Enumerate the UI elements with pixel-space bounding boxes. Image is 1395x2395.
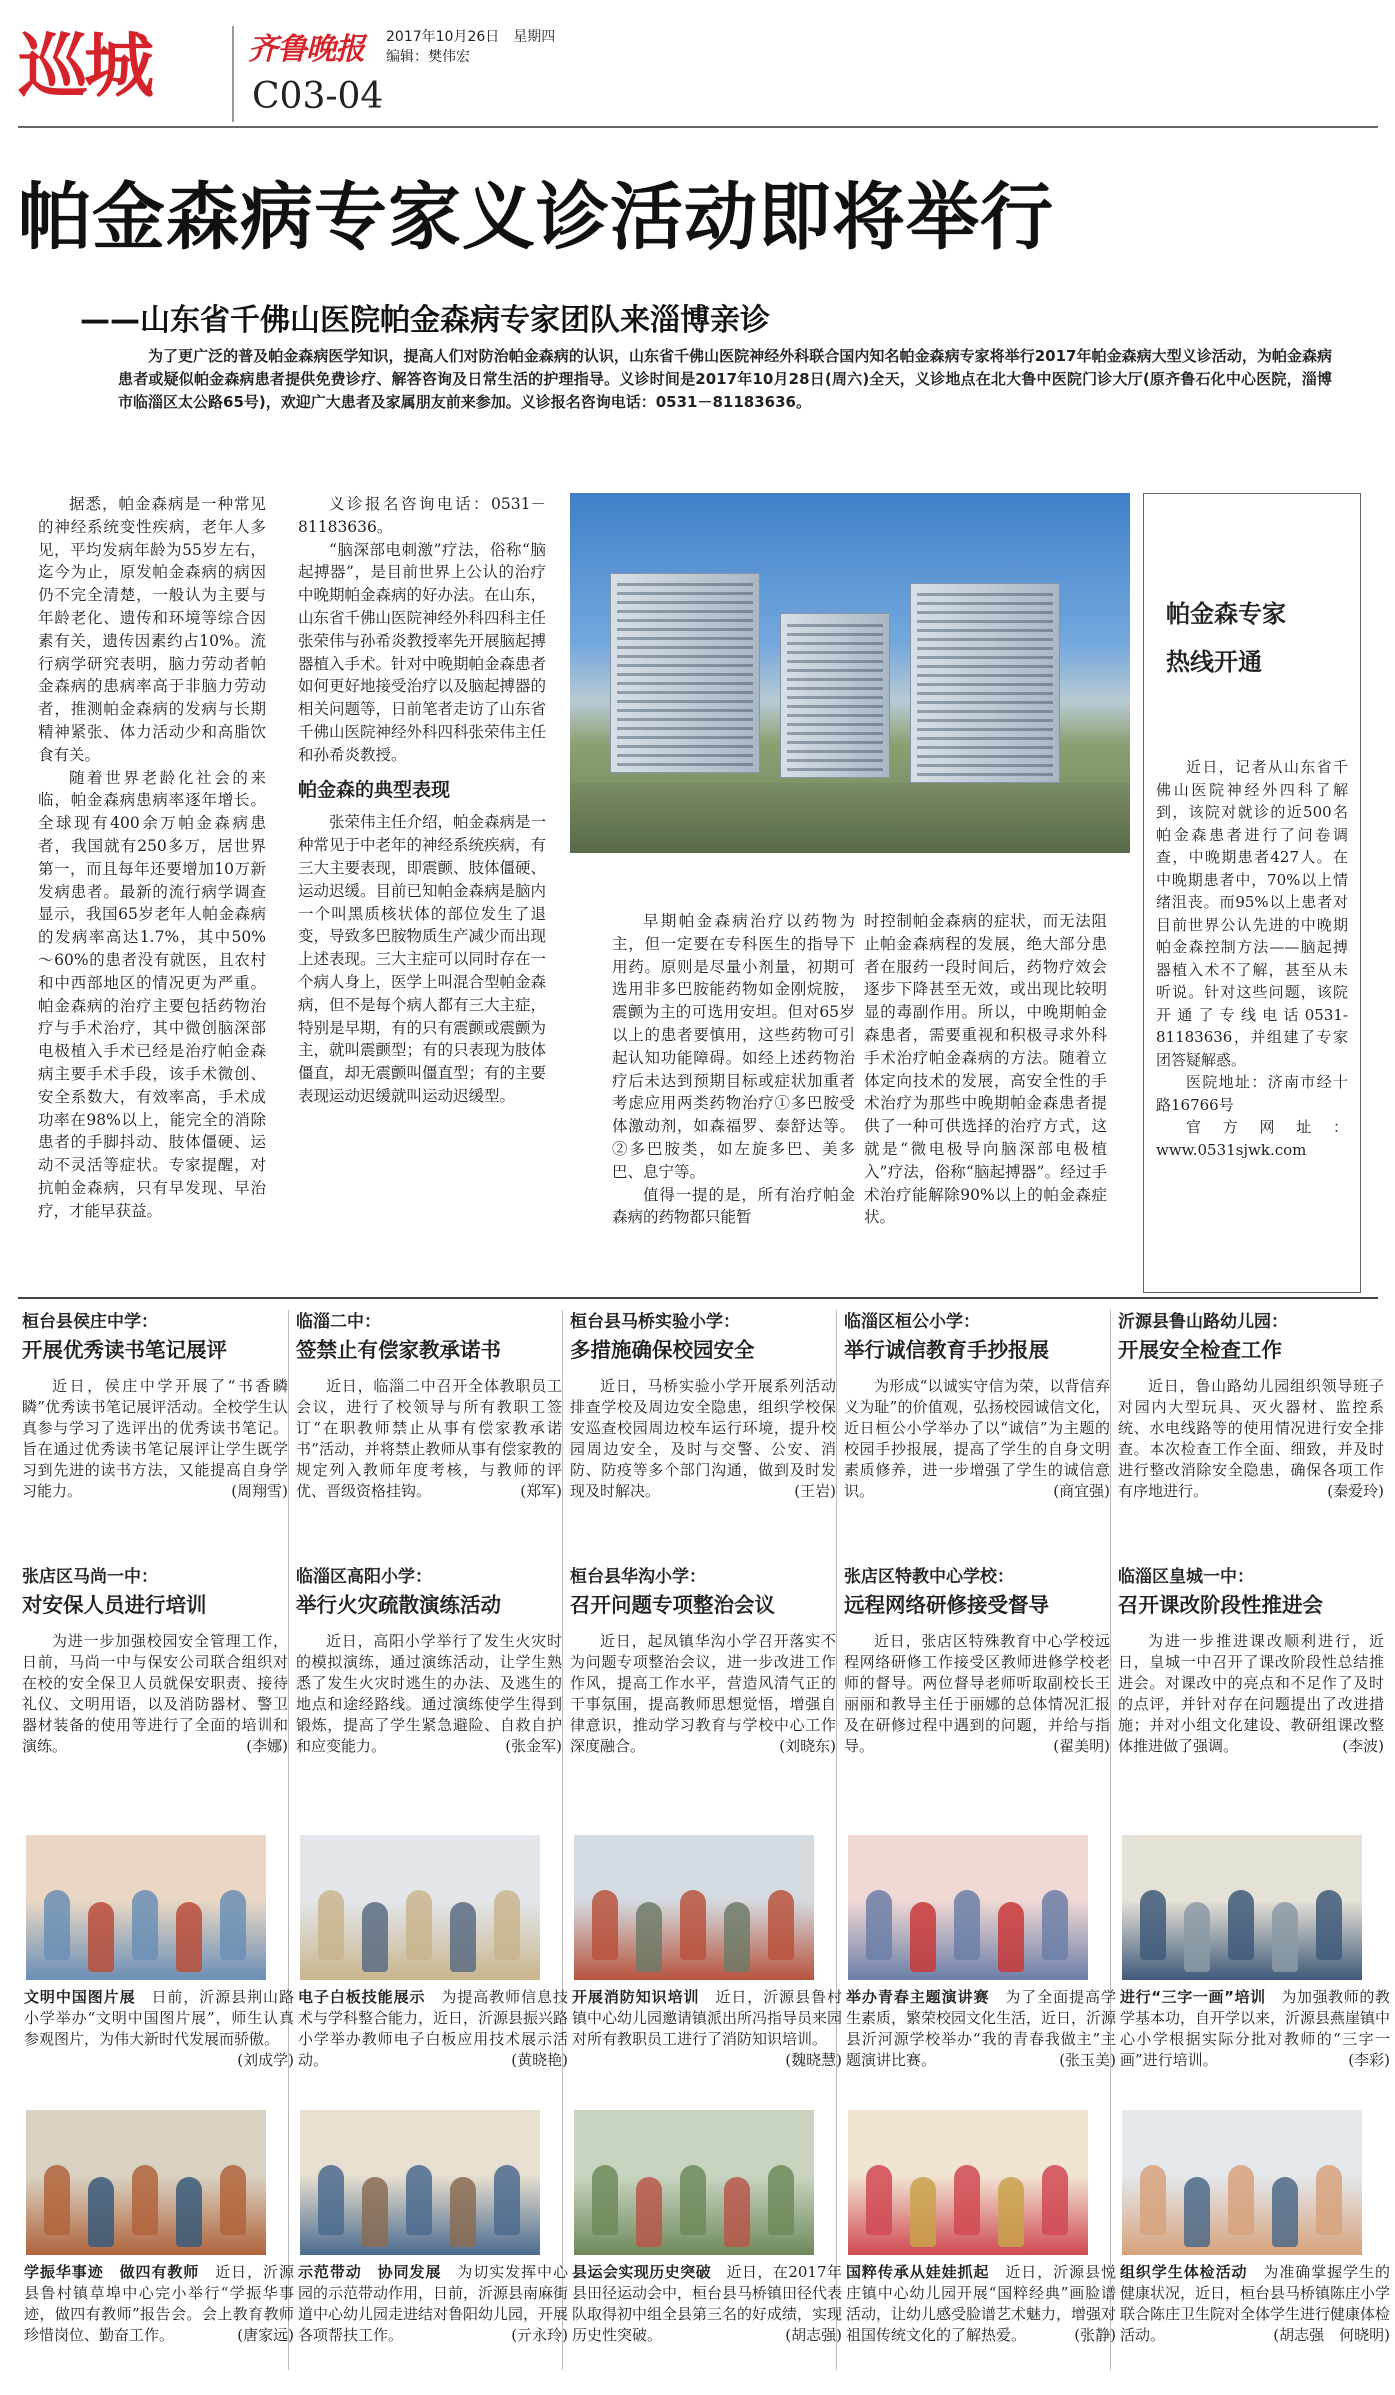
column-divider xyxy=(836,1310,837,2370)
photo-figure xyxy=(176,1902,202,1972)
photo-figure xyxy=(910,1902,936,1972)
news-item xyxy=(570,1565,836,1757)
news-headline: 召开问题专项整治会议 xyxy=(570,1593,775,1617)
photo-figure xyxy=(406,1890,432,1960)
photo-figure xyxy=(1140,2165,1166,2235)
news-author: (秦爱玲) xyxy=(1327,1482,1384,1500)
news-photo xyxy=(848,1835,1088,1980)
photo-figure xyxy=(132,1890,158,1960)
photo-figure xyxy=(998,2177,1024,2247)
news-body xyxy=(570,1631,836,1757)
news-body xyxy=(844,1631,1110,1757)
photo-text: 为了全面提高学生素质，繁荣校园文化生活，近日，沂源县沂河源学校举办“我的青春我做主”主题演讲比赛。 xyxy=(846,1988,1117,2069)
news-headline: 多措施确保校园安全 xyxy=(570,1338,755,1362)
photo-figure xyxy=(1316,1890,1342,1960)
photo-title: 举办青春主题演讲赛 xyxy=(846,1988,990,2006)
photo-figure xyxy=(910,2177,936,2247)
photo-title: 电子白板技能展示 xyxy=(298,1988,426,2006)
news-author: (李娜) xyxy=(246,1737,288,1755)
news-text: 近日，临淄二中召开全体教职员工会议，进行了校领导与所有教职工签订“在职教师禁止从事有偿家教承诺书”活动，并将禁止教师从事有偿家教的规定列入教师年度考核，与教师的评优、晋级资格挂钩。 xyxy=(296,1377,562,1500)
article-column-4 xyxy=(864,910,1107,1229)
photo-figure xyxy=(680,2165,706,2235)
news-body xyxy=(844,1376,1110,1502)
column-divider xyxy=(562,1310,563,2370)
paragraph: 近日，记者从山东省千佛山医院神经外四科了解到，该院对就诊的近500名帕金森患者进行了问卷调查，中晚期患者427人。在中晚期患者中，70%以上情绪沮丧。而95%以上患者对目前世界公认先进的中晚期帕金森控制方法——脑起搏器植入术不了解，甚至从未听说。针对这些问题，该院开通了专线电话0531-81183636，并组建了专家团答疑解惑。 xyxy=(1156,758,1348,1069)
photo-caption xyxy=(846,1987,1116,2071)
photo-caption xyxy=(298,1987,568,2071)
paragraph: 义诊报名咨询电话：0531－81183636。 xyxy=(298,495,546,536)
photo-caption xyxy=(572,2262,842,2346)
news-item xyxy=(570,1310,836,1502)
photo-figure xyxy=(954,1890,980,1960)
photo-text: 为准确掌握学生的健康状况，近日，桓台县马桥镇陈庄小学联合陈庄卫生院对全体学生进行健康体检活动。 xyxy=(1120,2263,1391,2344)
website: 官方网址：www.0531sjwk.com xyxy=(1156,1118,1348,1159)
news-photo xyxy=(848,2110,1088,2255)
building xyxy=(910,583,1060,783)
news-text: 为进一步推进课改顺利进行，近日，皇城一中召开了课改阶段性总结推进会。对课改中的亮点和不足作了及时的点评，并针对存在问题提出了改进措施；并对小组文化建设、教研组课改整体推进做了强调。 xyxy=(1118,1632,1384,1755)
photo-title: 开展消防知识培训 xyxy=(572,1988,700,2006)
news-author: (翟美明) xyxy=(1053,1737,1110,1755)
paragraph: 早期帕金森病治疗以药物为主，但一定要在专科医生的指导下用药。原则是尽量小剂量，初期可选用非多巴胺能药物如金刚烷胺，震颤为主的可选用安坦。但对65岁以上的患者要慎用，这些药物可引起认知功能障碍。如经上述药物治疗后未达到预期目标或症状加重者考虑应用两类药物治疗①多巴胺受体激动剂，如森福罗、泰舒达等。②多巴胺类，如左旋多巴、美多巴、息宁等。 xyxy=(612,912,855,1181)
news-text: 近日，侯庄中学开展了“书香瞵瞵”优秀读书笔记展评活动。全校学生认真参与学习了选评出的优秀读书笔记。旨在通过优秀读书笔记展评让学生既学习到先进的读书方法，又能提高自身学习能力。 xyxy=(22,1377,288,1500)
header-divider xyxy=(232,26,234,122)
news-text: 近日，马桥实验小学开展系列活动排查学校及周边安全隐患，组织学校保安巡查校园周边校车运行环境，提升校园周边安全，及时与交警、公安、消防、防疫等多个部门沟通，做到及时发现及时解决。 xyxy=(570,1377,836,1500)
news-body xyxy=(296,1631,562,1757)
photo-figure xyxy=(176,2177,202,2247)
photo-figure xyxy=(1042,1890,1068,1960)
header-rule xyxy=(18,126,1378,128)
news-author: (李波) xyxy=(1342,1737,1384,1755)
paragraph: 值得一提的是，所有治疗帕金森病的药物都只能暂 xyxy=(612,1185,855,1227)
school-name: 张店区特教中心学校： xyxy=(844,1567,1014,1587)
paragraph: 随着世界老龄化社会的来临，帕金森病患病率逐年增长。全球现有400余万帕金森病患者，我国就有250多万，居世界第一，而且每年还要增加10万新发病患者。最新的流行病学调查显示，我国65岁老年人帕金森病的发病率高达1.7%，其中50%～60%的患者没有就医，且农村和中西部地区的情况更为严重。帕金森病的治疗主要包括药物治疗与手术治疗，其中微创脑深部电极植入手术已经是治疗帕金森病主要手术手段，该手术微创、安全系数大，有效率高，手术成功率在98%以上，能完全的消除患者的手脚抖动、肢体僵硬、运动不灵活等症状。专家提醒，对抗帕金森病，只有早发现、早治疗，才能早获益。 xyxy=(38,768,266,1220)
school-name: 桓台县华沟小学： xyxy=(570,1567,706,1587)
news-photo xyxy=(300,2110,540,2255)
news-headline: 对安保人员进行培训 xyxy=(22,1593,207,1617)
photo-title: 示范带动 协同发展 xyxy=(298,2263,442,2281)
photo-author: (黄晓艳) xyxy=(511,2051,568,2069)
photo-author: (胡志强 何晓明) xyxy=(1273,2326,1390,2344)
article-column-2 xyxy=(298,493,546,1108)
news-text: 近日，鲁山路幼儿园组织领导班子对园内大型玩具、灭火器材、监控系统、水电线路等的使用情况进行安全排查。本次检查工作全面、细致，并及时进行整改消除安全隐患，确保各项工作有序地进行。 xyxy=(1118,1377,1384,1500)
news-author: (王岩) xyxy=(794,1482,836,1500)
hotline-box xyxy=(1143,493,1361,1293)
photo-text: 为切实发挥中心园的示范带动作用，日前，沂源县南麻街道中心幼儿园走进结对鲁阳幼儿园，开展各项帮扶工作。 xyxy=(298,2263,569,2344)
photo-figure xyxy=(724,1902,750,1972)
photo-figure xyxy=(1184,1902,1210,1972)
photo-figure xyxy=(1228,2165,1254,2235)
news-headline: 开展安全检查工作 xyxy=(1118,1338,1282,1362)
photo-figure xyxy=(636,1902,662,1972)
news-author: (商宜强) xyxy=(1053,1482,1110,1500)
news-photo xyxy=(574,2110,814,2255)
photo-figure xyxy=(220,1890,246,1960)
hospital-address: 医院地址：济南市经十路16766号 xyxy=(1156,1073,1348,1114)
photo-figure xyxy=(494,1890,520,1960)
news-headline: 开展优秀读书笔记展评 xyxy=(22,1338,227,1362)
news-text: 近日，高阳小学举行了发生火灾时的模拟演练，通过演练活动，让学生熟悉了发生火灾时逃生的办法、及逃生的地点和途经路线。通过演练使学生得到锻炼，提高了学生紧急避险、自救自护和应变能力。 xyxy=(296,1632,562,1755)
photo-text: 日前，沂源县荆山路小学举办“文明中国图片展”，师生认真参观图片，为伟大新时代发展而骄傲。 xyxy=(24,1988,294,2048)
hotline-title-line: 帕金森专家 xyxy=(1166,600,1286,628)
news-text: 为进一步加强校园安全管理工作，日前，马尚一中与保安公司联合组织对在校的安全保卫人员就保安职责、接待礼仪、文明用语，以及消防器材、警卫器材装备的使用等进行了全面的培训和演练。 xyxy=(22,1632,288,1755)
photo-figure xyxy=(450,2177,476,2247)
news-item xyxy=(844,1310,1110,1502)
photo-figure xyxy=(768,1890,794,1960)
photo-figure xyxy=(132,2165,158,2235)
photo-title: 文明中国图片展 xyxy=(24,1988,136,2006)
photo-figure xyxy=(1316,2165,1342,2235)
photo-figure xyxy=(768,2165,794,2235)
building xyxy=(780,613,890,778)
news-photo xyxy=(26,1835,266,1980)
page-header xyxy=(18,18,1378,133)
issue-date: 2017年10月26日 星期四 xyxy=(386,29,556,45)
photo-figure xyxy=(318,2165,344,2235)
school-name: 临淄区桓公小学： xyxy=(844,1312,980,1332)
photo-figure xyxy=(1272,2177,1298,2247)
news-photo xyxy=(300,1835,540,1980)
photo-text: 近日，在2017年县田径运动会中，桓台县马桥镇田径代表队取得初中组全县第三名的好成绩，实现历史性突破。 xyxy=(572,2263,843,2344)
photo-title: 县运会实现历史突破 xyxy=(572,2263,712,2281)
news-item xyxy=(844,1565,1110,1757)
column-divider xyxy=(288,1310,289,2370)
photo-figure xyxy=(1184,2177,1210,2247)
photo-figure xyxy=(680,1890,706,1960)
photo-figure xyxy=(1042,2165,1068,2235)
photo-figure xyxy=(1272,1902,1298,1972)
photo-figure xyxy=(636,2177,662,2247)
photo-text: 近日，沂源县鲁村镇草埠中心完小举行“学振华事迹，做四有教师”报告会。会上教育教师珍惜岗位、勤奋工作。 xyxy=(24,2263,294,2344)
section-name: 巡城 xyxy=(18,25,150,107)
photo-author: (李彩) xyxy=(1348,2051,1390,2069)
paragraph: 据悉，帕金森病是一种常见的神经系统变性疾病，老年人多见，平均发病年龄为55岁左右，迄今为止，原发帕金森病的病因仍不完全清楚，一般认为主要与年龄老化、遗传和环境等综合因素有关，遗传因素约占10%。流行病学研究表明，脑力劳动者帕金森病的患病率高于非脑力劳动者，推测帕金森病的发病与长期精神紧张、体力活动少和高脂饮食有关。 xyxy=(38,495,266,764)
photo-author: (唐家远) xyxy=(237,2326,294,2344)
photo-title: 国粹传承从娃娃抓起 xyxy=(846,2263,990,2281)
news-text: 为形成“以诚实守信为荣，以背信弃义为耻”的价值观，弘扬校园诚信文化，近日桓公小学举办了以“诚信”为主题的校园手抄报展，提高了学生的自身文明素质修养，进一步增强了学生的诚信意识。 xyxy=(844,1377,1110,1500)
photo-caption xyxy=(1120,1987,1390,2071)
school-name: 临淄二中： xyxy=(296,1312,381,1332)
photo-figure xyxy=(450,1902,476,1972)
news-body xyxy=(570,1376,836,1502)
news-item xyxy=(1118,1565,1384,1757)
news-author: (周翔雪) xyxy=(231,1482,288,1500)
photo-figure xyxy=(954,2165,980,2235)
paragraph: “脑深部电刺激”疗法，俗称“脑起搏器”，是目前世界上公认的治疗中晚期帕金森病的好办法。在山东，山东省千佛山医院神经外科四科主任张荣伟与孙希炎教授率先开展脑起搏器植入手术。针对中晚期帕金森患者如何更好地接受治疗以及脑起搏器的相关问题等，日前笔者走访了山东省千佛山医院神经外科四科张荣伟主任和孙希炎教授。 xyxy=(298,540,547,764)
news-photo xyxy=(574,1835,814,1980)
photo-figure xyxy=(362,1902,388,1972)
photo-figure xyxy=(998,1902,1024,1972)
photo-title: 学振华事迹 做四有教师 xyxy=(24,2263,200,2281)
column-divider xyxy=(1110,1310,1111,2370)
photo-author: (刘成学) xyxy=(237,2051,294,2069)
news-item xyxy=(296,1565,562,1757)
news-author: (刘晓东) xyxy=(779,1737,836,1755)
photo-figure xyxy=(592,1890,618,1960)
article-subtitle: ——山东省千佛山医院帕金森病专家团队来淄博亲诊 xyxy=(80,303,770,338)
paragraph: 张荣伟主任介绍，帕金森病是一种常见于中老年的神经系统疾病，有三大主要表现，即震颤、肢体僵硬、运动迟缓。目前已知帕金森病是脑内一个叫黑质核状体的部位发生了退变，导致多巴胺物质生产减少而出现上述表现。三大主症可以同时存在一个病人身上，医学上叫混合型帕金森病，但不是每个病人都有三大主症，特别是早期，有的只有震颤或震颤为主，就叫震颤型；有的只表现为肢体僵直，却无震颤叫僵直型；有的主要表现运动迟缓就叫运动迟缓型。 xyxy=(298,813,547,1105)
news-author: (郑军) xyxy=(520,1482,562,1500)
school-name: 临淄区高阳小学： xyxy=(296,1567,432,1587)
hotline-title xyxy=(1166,590,1360,686)
photo-caption xyxy=(24,1987,294,2071)
photo-author: (张玉美) xyxy=(1059,2051,1116,2069)
article-title: 帕金森病专家义诊活动即将举行 xyxy=(18,175,1054,260)
news-headline: 召开课改阶段性推进会 xyxy=(1118,1593,1323,1617)
news-body xyxy=(22,1376,288,1502)
news-headline: 举行诚信教育手抄报展 xyxy=(844,1338,1049,1362)
news-headline: 远程网络研修接受督导 xyxy=(844,1593,1049,1617)
article-column-3 xyxy=(612,910,855,1229)
news-photo xyxy=(26,2110,266,2255)
news-headline: 举行火灾疏散演练活动 xyxy=(296,1593,501,1617)
article-column-1 xyxy=(38,493,266,1223)
photo-author: (张静) xyxy=(1074,2326,1116,2344)
photo-text: 为提高教师信息技术与学科整合能力，近日，沂源县振兴路小学举办教师电子白板应用技术展示活动。 xyxy=(298,1988,569,2069)
news-body xyxy=(1118,1631,1384,1757)
news-item xyxy=(22,1310,288,1502)
school-name: 桓台县马桥实验小学： xyxy=(570,1312,740,1332)
photo-caption xyxy=(24,2262,294,2346)
photo-figure xyxy=(362,2177,388,2247)
photo-figure xyxy=(866,1890,892,1960)
building xyxy=(610,573,760,773)
section-heading: 帕金森的典型表现 xyxy=(298,778,451,801)
editor-name: 编辑：樊伟宏 xyxy=(386,49,470,65)
photo-text: 近日，沂源县悦庄镇中心幼儿园开展“国粹经典”画脸谱活动，让幼儿感受脸谱艺术魅力，增强对祖国传统文化的了解热爱。 xyxy=(846,2263,1117,2344)
photo-caption xyxy=(298,2262,568,2346)
photo-caption xyxy=(572,1987,842,2071)
school-name: 临淄区皇城一中： xyxy=(1118,1567,1254,1587)
hospital-photo xyxy=(570,493,1130,853)
photo-figure xyxy=(88,2177,114,2247)
article-lead: 为了更广泛的普及帕金森病医学知识，提高人们对防治帕金森病的认识，山东省千佛山医院神经外科联合国内知名帕金森病专家将举行2017年帕金森病大型义诊活动，为帕金森病患者或疑似帕金森病患者提供免费诊疗、解答咨询及日常生活的护理指导。义诊时间是2017年10月28日(周六)全天，义诊地点在北大鲁中医院门诊大厅(原齐鲁石化中心医院，淄博市临淄区太公路65号)，欢迎广大患者及家属朋友前来参加。义诊报名咨询电话：0531－81183636。 xyxy=(118,347,1332,411)
newspaper-logo: 齐鲁晚报 xyxy=(248,32,364,67)
news-photo xyxy=(1122,2110,1362,2255)
news-body xyxy=(296,1376,562,1502)
news-text: 近日，张店区特殊教育中心学校远程网络研修工作接受区教师进修学校老师的督导。两位督导老师听取副校长王丽丽和教导主任于丽娜的总体情况汇报及在研修过程中遇到的问题，并给与指导。 xyxy=(844,1632,1110,1755)
hotline-title-line: 热线开通 xyxy=(1166,648,1262,676)
photo-figure xyxy=(318,1890,344,1960)
photo-caption xyxy=(846,2262,1116,2346)
photo-author: (亓永玲) xyxy=(511,2326,568,2344)
photo-figure xyxy=(592,2165,618,2235)
news-body xyxy=(1118,1376,1384,1502)
photo-figure xyxy=(44,1890,70,1960)
news-item xyxy=(296,1310,562,1502)
photo-figure xyxy=(220,2165,246,2235)
photo-text: 为加强教师的教学基本功，自开学以来，沂源县燕崖镇中心小学根据实际分批对教师的“三字一画”进行培训。 xyxy=(1120,1988,1391,2069)
school-name: 桓台县侯庄中学： xyxy=(22,1312,158,1332)
news-photo xyxy=(1122,1835,1362,1980)
school-name: 张店区马尚一中： xyxy=(22,1567,158,1587)
page-number: C03-04 xyxy=(252,76,384,117)
photo-author: (魏晓慧) xyxy=(785,2051,842,2069)
news-headline: 签禁止有偿家教承诺书 xyxy=(296,1338,501,1362)
photo-title: 组织学生体检活动 xyxy=(1120,2263,1248,2281)
news-text: 近日，起凤镇华沟小学召开落实不为问题专项整治会议，进一步改进工作作风，提高工作水平，营造风清气正的干事氛围，提高教师思想觉悟，增强自律意识，推动学习教育与学校中心工作深度融合。 xyxy=(570,1632,836,1755)
photo-figure xyxy=(406,2165,432,2235)
ground xyxy=(570,783,1130,853)
photo-figure xyxy=(494,2165,520,2235)
photo-figure xyxy=(44,2165,70,2235)
photo-text: 近日，沂源县鲁村镇中心幼儿园邀请镇派出所冯指导员来园对所有教职员工进行了消防知识培训。 xyxy=(572,1988,843,2048)
news-author: (张金军) xyxy=(505,1737,562,1755)
photo-figure xyxy=(1140,1890,1166,1960)
news-item xyxy=(1118,1310,1384,1502)
photo-figure xyxy=(724,2177,750,2247)
school-name: 沂源县鲁山路幼儿园： xyxy=(1118,1312,1288,1332)
photo-figure xyxy=(88,1902,114,1972)
photo-caption xyxy=(1120,2262,1390,2346)
photo-title: 进行“三字一画”培训 xyxy=(1120,1988,1266,2006)
photo-figure xyxy=(1228,1890,1254,1960)
news-body xyxy=(22,1631,288,1757)
photo-author: (胡志强) xyxy=(785,2326,842,2344)
section-rule xyxy=(18,1297,1378,1299)
hotline-body xyxy=(1156,756,1348,1161)
news-item xyxy=(22,1565,288,1757)
photo-figure xyxy=(866,2165,892,2235)
paragraph: 时控制帕金森病的症状，而无法阻止帕金森病程的发展，绝大部分患者在服药一段时间后，药物疗效会逐步下降甚至无效，或出现比较明显的毒副作用。所以，中晚期帕金森患者，需要重视和积极寻求外科手术治疗帕金森病的方法。随着立体定向技术的发展，高安全性的手术治疗为那些中晚期帕金森患者提供了一种可供选择的治疗方式，这就是“微电极导向脑深部电极植入”疗法，俗称“脑起搏器”。经过手术治疗能解除90%以上的帕金森症状。 xyxy=(864,912,1107,1227)
